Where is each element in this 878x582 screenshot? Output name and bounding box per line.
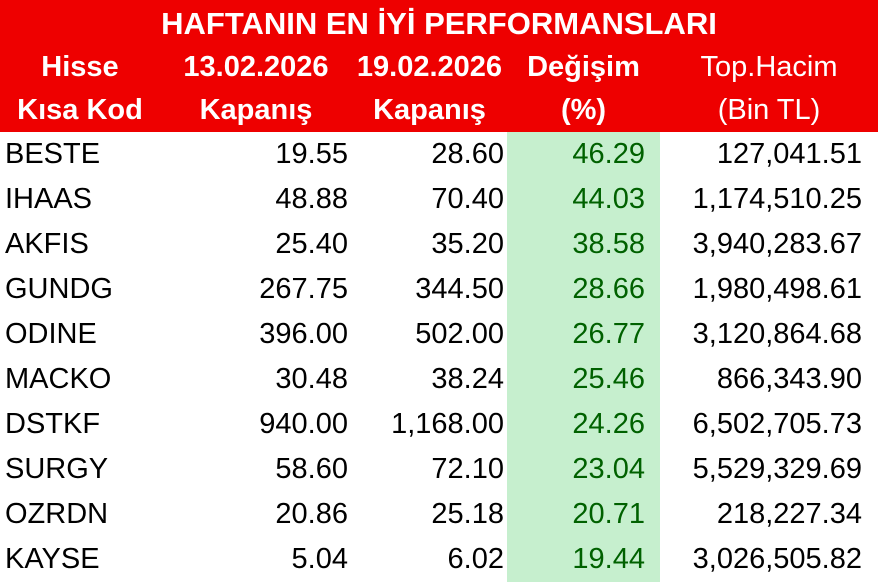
cell-ticker: KAYSE (5, 543, 100, 575)
header-bin-tl: (Bin TL) (717, 94, 821, 126)
cell-volume: 3,120,864.68 (692, 318, 862, 350)
cell-close-end: 25.18 (431, 498, 504, 530)
header-date-start: 13.02.2026 (183, 51, 329, 83)
cell-change-pct: 19.44 (507, 537, 660, 582)
cell-ticker: SURGY (5, 453, 109, 485)
header-kisa-kod: Kısa Kod (17, 94, 143, 126)
cell-volume: 5,529,329.69 (692, 453, 862, 485)
table-row (0, 357, 878, 402)
cell-close-end: 35.20 (431, 228, 504, 260)
cell-ticker: IHAAS (5, 183, 93, 215)
header-row-bottom (0, 89, 878, 132)
header-kapanis-start: Kapanış (199, 94, 313, 126)
table-body (0, 132, 878, 582)
header-kapanis-end: Kapanış (373, 94, 486, 126)
cell-volume: 6,502,705.73 (692, 408, 862, 440)
cell-close-end: 70.40 (431, 183, 504, 215)
cell-close-end: 502.00 (415, 318, 504, 350)
cell-ticker: AKFIS (5, 228, 89, 260)
header-hacim: Top.Hacim (700, 51, 838, 83)
cell-change-pct: 46.29 (507, 132, 660, 177)
table-row (0, 312, 878, 357)
cell-change-pct: 25.46 (507, 357, 660, 402)
cell-close-end: 1,168.00 (391, 408, 504, 440)
table-row (0, 537, 878, 582)
header-date-end: 19.02.2026 (356, 51, 503, 83)
table-row (0, 492, 878, 537)
cell-change-pct: 28.66 (507, 267, 660, 312)
cell-close-start: 58.60 (275, 453, 348, 485)
cell-volume: 3,940,283.67 (692, 228, 862, 260)
cell-close-start: 5.04 (291, 543, 348, 575)
cell-volume: 127,041.51 (716, 138, 862, 170)
header-percent: (%) (560, 94, 607, 126)
cell-ticker: ODINE (5, 318, 97, 350)
cell-volume: 3,026,505.82 (692, 543, 862, 575)
table-title: HAFTANIN EN İYİ PERFORMANSLARI (161, 6, 717, 41)
cell-close-start: 19.55 (275, 138, 348, 170)
cell-change-pct: 23.04 (507, 447, 660, 492)
cell-change-pct: 20.71 (507, 492, 660, 537)
cell-ticker: BESTE (5, 138, 101, 170)
cell-change-pct: 38.58 (507, 222, 660, 267)
cell-close-end: 38.24 (431, 363, 504, 395)
cell-close-start: 267.75 (259, 273, 348, 305)
cell-change-pct: 26.77 (507, 312, 660, 357)
cell-ticker: DSTKF (5, 408, 101, 440)
cell-ticker: MACKO (5, 363, 112, 395)
cell-ticker: OZRDN (5, 498, 109, 530)
cell-close-start: 940.00 (259, 408, 348, 440)
header-row-top (0, 46, 878, 89)
cell-change-pct: 44.03 (507, 177, 660, 222)
table-header (0, 0, 878, 132)
cell-close-end: 344.50 (415, 273, 504, 305)
cell-close-start: 25.40 (275, 228, 348, 260)
table-row (0, 132, 878, 177)
table-row (0, 267, 878, 312)
cell-volume: 1,174,510.25 (692, 183, 862, 215)
cell-change-pct: 24.26 (507, 402, 660, 447)
table-row (0, 222, 878, 267)
cell-close-start: 20.86 (275, 498, 348, 530)
cell-volume: 218,227.34 (716, 498, 862, 530)
cell-volume: 1,980,498.61 (692, 273, 862, 305)
cell-close-start: 30.48 (275, 363, 348, 395)
cell-ticker: GUNDG (5, 273, 113, 305)
header-degisim: Değişim (527, 51, 640, 83)
cell-close-end: 6.02 (447, 543, 504, 575)
cell-volume: 866,343.90 (716, 363, 862, 395)
table-row (0, 402, 878, 447)
cell-close-start: 396.00 (259, 318, 348, 350)
cell-close-start: 48.88 (275, 183, 348, 215)
table-row (0, 447, 878, 492)
table-row (0, 177, 878, 222)
cell-close-end: 28.60 (431, 138, 504, 170)
cell-close-end: 72.10 (431, 453, 504, 485)
header-hisse: Hisse (41, 51, 119, 83)
